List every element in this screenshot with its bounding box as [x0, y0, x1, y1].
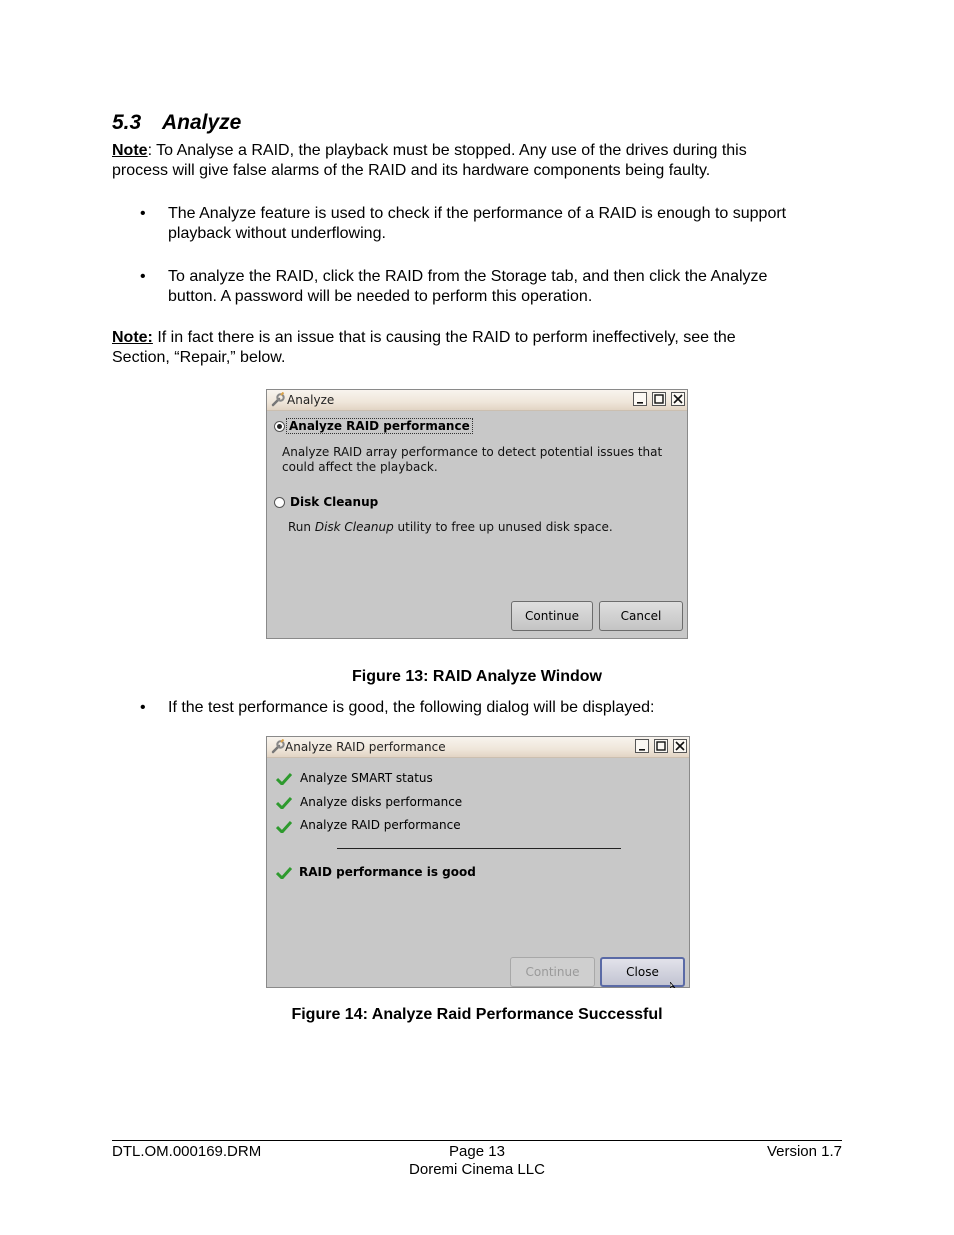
bullet-marker: • — [140, 205, 146, 222]
note-label: Note — [112, 142, 148, 159]
bullet-marker: • — [140, 699, 146, 716]
bullet-line1: To analyze the RAID, click the RAID from the Storage tab, and then click the Analyze — [168, 268, 768, 285]
footer-page-number: Page 13 — [449, 1143, 505, 1160]
title-bar — [267, 737, 689, 758]
footer-rule — [112, 1140, 842, 1141]
analyze-raid-radio[interactable] — [274, 421, 285, 432]
section-heading — [112, 111, 241, 135]
cancel-button[interactable]: Cancel — [599, 601, 683, 631]
bullet-item — [168, 204, 858, 244]
checkmark-icon — [276, 773, 292, 785]
checkmark-icon — [276, 867, 292, 879]
wrench-icon — [270, 739, 286, 755]
minimize-icon — [634, 393, 646, 405]
maximize-button[interactable] — [654, 739, 668, 753]
maximize-button[interactable] — [652, 392, 666, 406]
note-text-line2: Section, “Repair,” below. — [112, 349, 286, 366]
minimize-button[interactable] — [633, 392, 647, 406]
bullet-marker: • — [140, 268, 146, 285]
note-text-line2: process will give false alarms of the RAID and its hardware components being faulty. — [112, 162, 711, 179]
description-text: Run — [288, 520, 315, 534]
footer-document-id: DTL.OM.000169.DRM — [112, 1143, 262, 1160]
check-raid-performance: Analyze RAID performance — [300, 818, 461, 832]
maximize-icon — [655, 740, 667, 752]
close-icon — [672, 393, 684, 405]
dialog-title: Analyze RAID performance — [285, 740, 446, 754]
checkmark-icon — [276, 797, 292, 809]
dialog-title: Analyze — [287, 393, 335, 407]
footer-company: Doremi Cinema LLC — [409, 1161, 545, 1178]
bullet-line2: playback without underflowing. — [168, 225, 386, 242]
minimize-button[interactable] — [635, 739, 649, 753]
note-text-line1: : To Analyse a RAID, the playback must be stopped. Any use of the drives during this — [147, 142, 747, 159]
bullet-line1: The Analyze feature is used to check if the performance of a RAID is enough to support — [168, 205, 787, 222]
note-text-line1: If in fact there is an issue that is causing the RAID to perform ineffectively, see the — [152, 329, 736, 346]
description-line1: Analyze RAID array performance to detect potential issues that — [282, 445, 663, 459]
disk-cleanup-option-label[interactable]: Disk Cleanup — [290, 495, 379, 509]
figure-caption: Figure 13: RAID Analyze Window — [352, 668, 602, 685]
checkmark-icon — [276, 821, 292, 833]
continue-button[interactable]: Continue — [511, 601, 593, 631]
disk-cleanup-radio[interactable] — [274, 497, 285, 508]
bullet-line2: button. A password will be needed to perform this operation. — [168, 288, 593, 305]
section-number: 5.3 — [112, 111, 142, 134]
wrench-icon — [270, 392, 286, 408]
section-title: Analyze — [162, 111, 242, 134]
bullet-item: If the test performance is good, the following dialog will be displayed: — [168, 699, 655, 716]
close-window-button[interactable] — [673, 739, 687, 753]
note-paragraph — [112, 141, 852, 181]
analyze-raid-performance-dialog — [266, 736, 690, 988]
continue-button[interactable]: Continue — [510, 957, 595, 987]
cursor-icon — [670, 982, 678, 988]
minimize-icon — [636, 740, 648, 752]
close-icon — [674, 740, 686, 752]
separator — [337, 848, 621, 849]
figure-caption: Figure 14: Analyze Raid Performance Successful — [291, 1006, 663, 1023]
description-text: utility to free up unused disk space. — [393, 520, 613, 534]
analyze-dialog — [266, 389, 688, 639]
maximize-icon — [653, 393, 665, 405]
check-disks-performance: Analyze disks performance — [300, 795, 463, 809]
description-emphasis: Disk Cleanup — [314, 520, 394, 534]
analyze-raid-description — [282, 445, 662, 475]
bullet-item — [168, 267, 858, 307]
title-bar — [267, 390, 687, 411]
close-window-button[interactable] — [671, 392, 685, 406]
close-button[interactable]: Close — [600, 957, 685, 987]
note-paragraph-repair — [112, 328, 852, 368]
note-label: Note: — [112, 329, 153, 346]
analyze-raid-option-label[interactable]: Analyze RAID performance — [289, 419, 470, 433]
description-line2: could affect the playback. — [282, 460, 438, 474]
footer-version: Version 1.7 — [766, 1143, 842, 1160]
result-status: RAID performance is good — [299, 865, 476, 879]
disk-cleanup-description — [288, 520, 613, 535]
check-smart-status: Analyze SMART status — [300, 771, 433, 785]
